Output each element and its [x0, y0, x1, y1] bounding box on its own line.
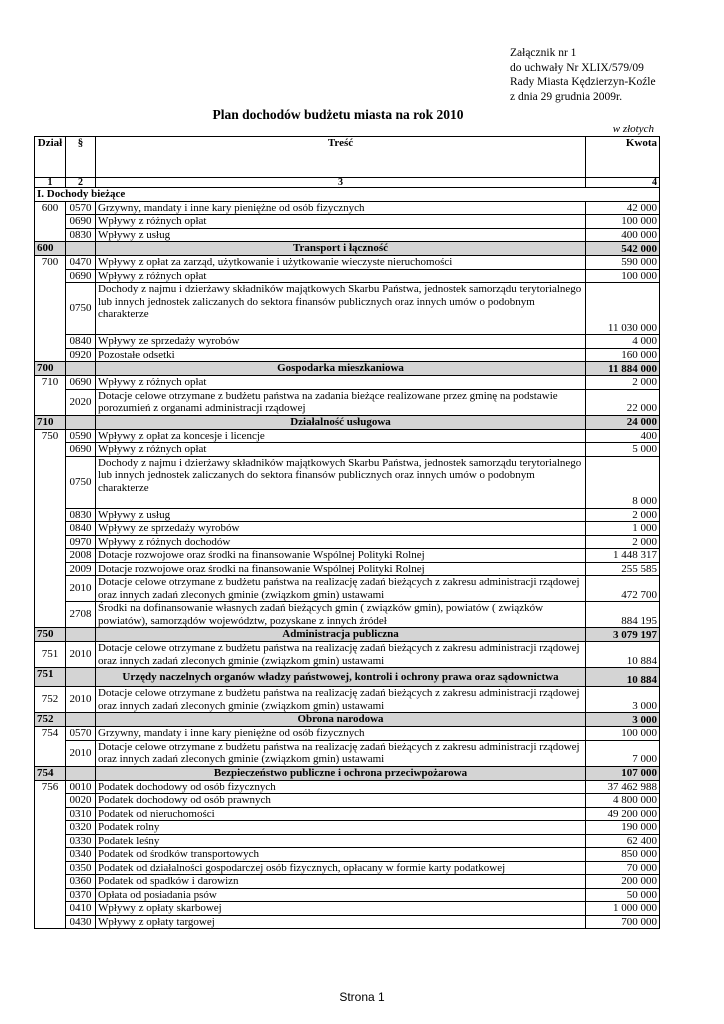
paragraf-cell: 0840 — [66, 335, 96, 349]
tresc-cell: Podatek rolny — [96, 821, 586, 835]
table-row — [35, 201, 660, 215]
table-row — [35, 727, 660, 741]
dzial-cell: 600 — [35, 201, 66, 242]
section-sum-row — [35, 242, 660, 256]
attachment-line: Załącznik nr 1 — [510, 47, 577, 59]
table-row — [35, 888, 660, 902]
tresc-cell: Wpływy ze sprzedaży wyrobów — [96, 335, 586, 349]
tresc-cell: Podatek od spadków i darowizn — [96, 875, 586, 889]
table-row — [35, 794, 660, 808]
sum-name: Transport i łączność — [96, 242, 586, 256]
tresc-cell: Pozostałe odsetki — [96, 348, 586, 362]
table-row — [35, 821, 660, 835]
table-row — [35, 902, 660, 916]
kwota-cell: 700 000 — [586, 915, 660, 929]
kwota-cell: 49 200 000 — [586, 807, 660, 821]
tresc-cell: Wpływy z opłaty targowej — [96, 915, 586, 929]
paragraf-cell: 0430 — [66, 915, 96, 929]
paragraf-cell: 2708 — [66, 602, 96, 628]
paragraf-cell: 0970 — [66, 535, 96, 549]
paragraf-cell: 0570 — [66, 727, 96, 741]
paragraf-cell: 2020 — [66, 389, 96, 415]
tresc-cell: Grzywny, mandaty i inne kary pieniężne od osób fizycznych — [96, 201, 586, 215]
dzial-cell: 756 — [35, 780, 66, 929]
sum-blank — [66, 242, 96, 256]
kwota-cell: 590 000 — [586, 256, 660, 270]
table-header-row — [35, 137, 660, 178]
table-row — [35, 269, 660, 283]
table-row — [35, 915, 660, 929]
paragraf-cell: 0470 — [66, 256, 96, 270]
kwota-cell: 2 000 — [586, 376, 660, 390]
table-row — [35, 443, 660, 457]
tresc-cell: Wpływy z opłat za zarząd, użytkowanie i użytkowanie wieczyste nieruchomości — [96, 256, 586, 270]
sum-blank — [66, 415, 96, 429]
paragraf-cell: 0830 — [66, 508, 96, 522]
table-row — [35, 389, 660, 415]
tresc-cell: Wpływy z różnych opłat — [96, 215, 586, 229]
paragraf-cell: 0350 — [66, 861, 96, 875]
paragraf-cell: 2010 — [66, 740, 96, 766]
table-row — [35, 348, 660, 362]
tresc-cell: Podatek leśny — [96, 834, 586, 848]
page-number: Strona 1 — [339, 990, 385, 1004]
tresc-cell: Wpływy z różnych opłat — [96, 376, 586, 390]
header-kwota: Kwota — [586, 137, 660, 178]
table-row — [35, 376, 660, 390]
tresc-cell: Podatek od środków transportowych — [96, 848, 586, 862]
sum-name: Działalność usługowa — [96, 415, 586, 429]
tresc-cell: Dochody z najmu i dzierżawy składników majątkowych Skarbu Państwa, jednostek samorządu terytorialnego lub innych jednostek zaliczanych do sektora finansów publicznych oraz innych umów o podobnym charakterze — [96, 456, 586, 508]
sum-dzial: 600 — [35, 242, 66, 256]
kwota-cell: 1 000 000 — [586, 902, 660, 916]
kwota-cell: 1 448 317 — [586, 549, 660, 563]
paragraf-cell: 0340 — [66, 848, 96, 862]
table-row — [35, 549, 660, 563]
kwota-cell: 255 585 — [586, 562, 660, 576]
sum-amount: 3 000 — [586, 713, 660, 727]
paragraf-cell: 0410 — [66, 902, 96, 916]
paragraf-cell: 0320 — [66, 821, 96, 835]
tresc-cell: Podatek od nieruchomości — [96, 807, 586, 821]
dzial-cell: 750 — [35, 429, 66, 628]
tresc-cell: Dotacje rozwojowe oraz środki na finansowanie Wspólnej Polityki Rolnej — [96, 562, 586, 576]
paragraf-cell: 0020 — [66, 794, 96, 808]
sum-blank — [66, 766, 96, 780]
kwota-cell: 42 000 — [586, 201, 660, 215]
table-row — [35, 740, 660, 766]
tresc-cell: Wpływy z różnych opłat — [96, 269, 586, 283]
section-row — [35, 188, 660, 202]
col-number: 4 — [586, 178, 660, 188]
dzial-cell: 751 — [35, 642, 66, 668]
sum-amount: 3 079 197 — [586, 628, 660, 642]
kwota-cell: 472 700 — [586, 576, 660, 602]
col-number: 3 — [96, 178, 586, 188]
tresc-cell: Wpływy z usług — [96, 228, 586, 242]
paragraf-cell: 0310 — [66, 807, 96, 821]
kwota-cell: 3 000 — [586, 687, 660, 713]
tresc-cell: Podatek dochodowy od osób prawnych — [96, 794, 586, 808]
kwota-cell: 4 000 — [586, 335, 660, 349]
table-row — [35, 508, 660, 522]
tresc-cell: Wpływy z opłaty skarbowej — [96, 902, 586, 916]
table-row — [35, 228, 660, 242]
kwota-cell: 2 000 — [586, 535, 660, 549]
page-title: Plan dochodów budżetu miasta na rok 2010 — [212, 107, 464, 122]
table-row — [35, 602, 660, 628]
units-note: w złotych — [612, 123, 654, 135]
table-row — [35, 807, 660, 821]
col-number: 2 — [66, 178, 96, 188]
kwota-cell: 11 030 000 — [586, 283, 660, 335]
dzial-cell: 710 — [35, 376, 66, 416]
paragraf-cell: 2009 — [66, 562, 96, 576]
tresc-cell: Wpływy z usług — [96, 508, 586, 522]
kwota-cell: 200 000 — [586, 875, 660, 889]
tresc-cell: Wpływy z różnych opłat — [96, 443, 586, 457]
paragraf-cell: 2010 — [66, 687, 96, 713]
tresc-cell: Środki na dofinansowanie własnych zadań bieżących gmin ( związków gmin), powiatów ( związków powiatów), samorządów województw, pozyskane z innych źródeł — [96, 602, 586, 628]
tresc-cell: Wpływy z opłat za koncesje i licencje — [96, 429, 586, 443]
paragraf-cell: 0590 — [66, 429, 96, 443]
kwota-cell: 850 000 — [586, 848, 660, 862]
kwota-cell: 10 884 — [586, 642, 660, 668]
kwota-cell: 100 000 — [586, 269, 660, 283]
table-row — [35, 215, 660, 229]
sum-name: Administracja publiczna — [96, 628, 586, 642]
table-row — [35, 535, 660, 549]
table-row — [35, 848, 660, 862]
sum-dzial: 750 — [35, 628, 66, 642]
table-row — [35, 562, 660, 576]
header-paragraf: § — [66, 137, 96, 178]
kwota-cell: 62 400 — [586, 834, 660, 848]
paragraf-cell: 0750 — [66, 456, 96, 508]
table-row — [35, 875, 660, 889]
sum-amount: 11 884 000 — [586, 362, 660, 376]
kwota-cell: 400 000 — [586, 228, 660, 242]
tresc-cell: Podatek dochodowy od osób fizycznych — [96, 780, 586, 794]
kwota-cell: 2 000 — [586, 508, 660, 522]
kwota-cell: 400 — [586, 429, 660, 443]
paragraf-cell: 0830 — [66, 228, 96, 242]
tresc-cell: Dotacje celowe otrzymane z budżetu państwa na realizację zadań bieżących z zakresu administracji rządowej oraz innych zadań zleconych gminie (związkom gmin) ustawami — [96, 740, 586, 766]
dzial-cell: 754 — [35, 727, 66, 767]
paragraf-cell: 0690 — [66, 443, 96, 457]
header-tresc: Treść — [96, 137, 586, 178]
tresc-cell: Dotacje celowe otrzymane z budżetu państwa na zadania bieżące realizowane przez gminę na podstawie porozumień z organami administracji rządowej — [96, 389, 586, 415]
sum-amount: 107 000 — [586, 766, 660, 780]
attachment-line: z dnia 29 grudnia 2009r. — [510, 90, 623, 103]
tresc-cell: Opłata od posiadania psów — [96, 888, 586, 902]
attachment-line: Rady Miasta Kędzierzyn-Koźle — [510, 76, 656, 88]
paragraf-cell: 2010 — [66, 576, 96, 602]
tresc-cell: Dotacje celowe otrzymane z budżetu państwa na realizację zadań bieżących z zakresu administracji rządowej oraz innych zadań zleconych gminie (związkom gmin) ustawami — [96, 642, 586, 668]
table-row — [35, 283, 660, 335]
attachment-line: do uchwały Nr XLIX/579/09 — [510, 61, 644, 74]
sum-name: Obrona narodowa — [96, 713, 586, 727]
tresc-cell: Wpływy ze sprzedaży wyrobów — [96, 522, 586, 536]
table-row — [35, 335, 660, 349]
tresc-cell: Dotacje celowe otrzymane z budżetu państwa na realizację zadań bieżących z zakresu administracji rządowej oraz innych zadań zleconych gminie (związkom gmin) ustawami — [96, 687, 586, 713]
table-row — [35, 256, 660, 270]
table-row — [35, 642, 660, 668]
table-row — [35, 456, 660, 508]
kwota-cell: 1 000 — [586, 522, 660, 536]
section-sum-row — [35, 668, 660, 687]
kwota-cell: 884 195 — [586, 602, 660, 628]
section-sum-row — [35, 713, 660, 727]
tresc-cell: Dotacje rozwojowe oraz środki na finansowanie Wspólnej Polityki Rolnej — [96, 549, 586, 563]
sum-amount: 542 000 — [586, 242, 660, 256]
kwota-cell: 22 000 — [586, 389, 660, 415]
sum-amount: 24 000 — [586, 415, 660, 429]
paragraf-cell: 0570 — [66, 201, 96, 215]
kwota-cell: 50 000 — [586, 888, 660, 902]
kwota-cell: 37 462 988 — [586, 780, 660, 794]
table-row — [35, 522, 660, 536]
tresc-cell: Grzywny, mandaty i inne kary pieniężne od osób fizycznych — [96, 727, 586, 741]
section-sum-row — [35, 628, 660, 642]
table-row — [35, 834, 660, 848]
table-row — [35, 861, 660, 875]
table-row — [35, 429, 660, 443]
tresc-cell: Dotacje celowe otrzymane z budżetu państwa na realizację zadań bieżących z zakresu administracji rządowej oraz innych zadań zleconych gminie (związkom gmin) ustawami — [96, 576, 586, 602]
column-number-row — [35, 178, 660, 188]
sum-name: Bezpieczeństwo publiczne i ochrona przeciwpożarowa — [96, 766, 586, 780]
tresc-cell: Dochody z najmu i dzierżawy składników majątkowych Skarbu Państwa, jednostek samorządu terytorialnego lub innych jednostek zaliczanych do sektora finansów publicznych oraz innych umów o podobnym charakterze — [96, 283, 586, 335]
sum-dzial: 710 — [35, 415, 66, 429]
col-number: 1 — [35, 178, 66, 188]
attachment-note — [510, 46, 656, 104]
paragraf-cell: 0750 — [66, 283, 96, 335]
kwota-cell: 7 000 — [586, 740, 660, 766]
sum-dzial: 751 — [35, 668, 66, 687]
paragraf-cell: 0370 — [66, 888, 96, 902]
paragraf-cell: 0330 — [66, 834, 96, 848]
paragraf-cell: 0840 — [66, 522, 96, 536]
paragraf-cell: 2010 — [66, 642, 96, 668]
paragraf-cell: 0690 — [66, 269, 96, 283]
tresc-cell: Podatek od działalności gospodarczej osób fizycznych, opłacany w formie karty podatkowej — [96, 861, 586, 875]
table-row — [35, 687, 660, 713]
sum-dzial: 700 — [35, 362, 66, 376]
budget-table — [34, 136, 660, 929]
sum-blank — [66, 362, 96, 376]
paragraf-cell: 0690 — [66, 215, 96, 229]
section-sum-row — [35, 415, 660, 429]
sum-name: Gospodarka mieszkaniowa — [96, 362, 586, 376]
section-title: I. Dochody bieżące — [35, 188, 660, 202]
sum-blank — [66, 713, 96, 727]
sum-name: Urzędy naczelnych organów władzy państwowej, kontroli i ochrony prawa oraz sądownictwa — [96, 668, 586, 687]
sum-blank — [66, 668, 96, 687]
kwota-cell: 100 000 — [586, 727, 660, 741]
dzial-cell: 752 — [35, 687, 66, 713]
tresc-cell: Wpływy z różnych dochodów — [96, 535, 586, 549]
paragraf-cell: 0920 — [66, 348, 96, 362]
sum-amount: 10 884 — [586, 668, 660, 687]
paragraf-cell: 2008 — [66, 549, 96, 563]
sum-dzial: 752 — [35, 713, 66, 727]
paragraf-cell: 0690 — [66, 376, 96, 390]
dzial-cell: 700 — [35, 256, 66, 362]
table-row — [35, 780, 660, 794]
section-sum-row — [35, 766, 660, 780]
table-row — [35, 576, 660, 602]
kwota-cell: 190 000 — [586, 821, 660, 835]
paragraf-cell: 0010 — [66, 780, 96, 794]
header-dzial: Dział — [35, 137, 66, 178]
kwota-cell: 100 000 — [586, 215, 660, 229]
kwota-cell: 4 800 000 — [586, 794, 660, 808]
sum-blank — [66, 628, 96, 642]
kwota-cell: 70 000 — [586, 861, 660, 875]
section-sum-row — [35, 362, 660, 376]
kwota-cell: 8 000 — [586, 456, 660, 508]
kwota-cell: 5 000 — [586, 443, 660, 457]
kwota-cell: 160 000 — [586, 348, 660, 362]
sum-dzial: 754 — [35, 766, 66, 780]
paragraf-cell: 0360 — [66, 875, 96, 889]
